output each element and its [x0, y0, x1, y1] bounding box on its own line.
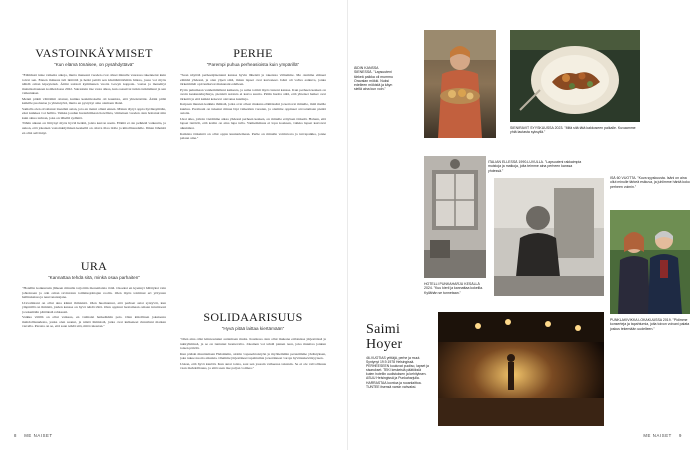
caption-dish: SIENIRAVIT SYYSKUUSSA 2023. "Mitä sitä tätä kakkoseen paikalle. Kuvaamme yhtä lautasta syksyllä.": [510, 126, 636, 135]
body-vastoinkaymiset: [22, 73, 166, 238]
photo-mother-mushrooms: [424, 30, 496, 138]
photo-dish: [510, 30, 640, 122]
photo-father-daughter: [610, 210, 690, 314]
paragraph: Kun pääsin muuttamaan Helsinkiin, aloitin vapaaehtoistyön ja myöhemmin perustimme yhdistyksen, joka tukee nuoria aikuisia. Olemme järjestäneet tapahtumia ja keränneet varoja hyväntekeväisyyteen.: [180, 351, 326, 361]
paragraph: Uusi aika, jolloin vietämme aikaa yhdessä perheen kesken, on minulle erityisen tärkeää. Haluan, että lapset tietävät, että kotiin on aina lupa tulla. Vanhemmuus ei lopu koskaan, vaikka lapset kasvavat aikuisiksi.: [180, 116, 326, 131]
caption-italy: ITALIAN ELLESSÄ 1990-LUVULLA. "Lapsuuteni rakkaimpia muistoja ja matkoja, joita teimme aina perheen kanssa yhdessä.": [488, 160, 582, 173]
paragraph: Pyrin puhumaan vanhemmilleni kaikesta, ja sama toimii myös lasteni kanssa. Kun perheen kesken on avoin keskusteluyhteys, pienistä asioista ei kasva suuria. Pidän huolta siitä, että yhteiset hetket ovat tärkeitä ja että kaikki kokevat olevansa kuultuja.: [180, 87, 326, 101]
caption-mother: ÄIDIN KANSSA SIENESSÄ. "Lapsuuteni tärkeä paikka oli mummu Oravalan mökki. Nuksi edelleen mökistä ja käyn siellä aina kun voin.": [354, 66, 393, 92]
caption-father: ISÄ 60 VUOTTA. "Kuva syyskuusta. Isäni on aina ollut minulle tärkeä esikuva, ja juhlimme häntä koko perheen voimin.": [610, 176, 690, 189]
magazine-title: ME NAISET: [643, 433, 672, 438]
name-first: Saimi: [366, 322, 401, 337]
magazine-title: ME NAISET: [24, 433, 53, 438]
heading-vastoinkaymiset: VASTOINKÄYMISET: [35, 46, 153, 60]
photo-hotel-interior: [424, 156, 486, 278]
subhead-perhe: "Parempi puhua perheasioista kuin ympärillä": [206, 62, 300, 67]
page-number: 9: [679, 433, 682, 438]
photo-italy-image: [494, 178, 604, 296]
heading-solidaarisuus: SOLIDAARISUUS: [203, 310, 303, 324]
paragraph: Menni pitkät väittämät ottanut, kuinka keskimoiselle oli kaunista, että yhteisöstäni. Äitini pitää kaikille puolustaa ja yhteistyötä, mutta en pystynyt aina olemaan läsnä.: [22, 96, 166, 106]
bio-text: 46-VUOTIAS yrittäjä, perhe ja muut. Syntynyt 19.9.1978 Helsingissä. PERHEESEEN kuuluvat puoliso, lapset ja sisarukset. TEKI keskeisiä päätöksiä kuten hotellin uudistuksen ja kehityksen. ASUU Helsingissä ja Punkaharjulla. HARRASTAA luontoa ja ruoanlaittoa. TUNTEE itsensä varsin vahvaksi.: [366, 356, 429, 389]
body-perhe: [180, 73, 326, 305]
paragraph: Vaikka välillä on ollut vaikeaa, en vaihtaisi hetkeäkään pois. Olen kiitollinen jokaisesta mahdollisuudesta, jonka olen saanut, ja niistä ihmisistä, jotka ovat kulkeneet rinnallani matkan varrella. Parasta on se, että saan tehdä sitä, mitä rakastan.": [22, 315, 166, 329]
photo-italy: [494, 178, 604, 296]
paragraph: Kaikista tärkeintä on ollut oppia kuuntelemaan. Perhe on minulle voimavara ja turvapaikka, jonne palaan aina.": [180, 131, 326, 141]
photo-stage-image: [438, 312, 604, 426]
paragraph: Uskon, että hyvä kiertää. Kun autat toista, saat sen jossain vaiheessa takaisin. Se ei ole velvollisuus vaan mahdollisuus, ja siitä saan itse paljon voimaa.": [180, 361, 326, 371]
heading-ura: URA: [80, 259, 108, 273]
paragraph: Samalla olen oivaltanut itsestäni asian, jota en tienni olleni ennen. Minun täytyi oppia hyväksymään, ettei kaikkea voi hallita. Vaikka joudun huolehtimaan hotellista, viimeisen vuoden olen hoitanut niin kuin sinua tarinan, joka on lähellä sydäntä.: [22, 106, 166, 120]
photo-father-daughter-image: [610, 210, 690, 314]
paragraph: "Olen aina ollut kiinnostunut auttamaan muita. Koulussa olen ollut mukana erilaisissa järjestöissä ja tukiryhmissä, ja se on tuntunut luontevalta. Jokainen voi tehdä pienen teon, joka muuttaa jonkun toisen päivää.: [180, 337, 326, 351]
caption-hotel: HOTELLI PUNKAHARJU KESÄLLÄ 2024. "Kuu kierii ja kannattaa kokeilla. Kyllähän se tunnetaan.": [424, 282, 484, 295]
subhead-solidaarisuus: "Hyvä pitää laittaa kiertämään": [221, 326, 285, 331]
caption-stage: PUNKLAKIVIKKA LOKAKUUSSA 2019. "Pidimme konserteja ja tapahtumia, joita toivon voivani palata joskus tekemään uudelleen.": [610, 318, 690, 331]
photo-dish-image: [510, 30, 640, 122]
subhead-ura: "Kannattaa tehdä sitä, minkä osaa parhaiten": [48, 275, 140, 280]
page-number: 8: [14, 433, 17, 438]
photo-stage: [438, 312, 604, 426]
heading-perhe: PERHE: [233, 46, 273, 60]
photo-hotel-interior-image: [424, 156, 486, 278]
folio-right: [643, 433, 682, 438]
paragraph: "Saan näyttää perheenjäsenieni kanssa hyvin läheisiä ja rakentaa väliamme. Me olemme eläneet elämää yhdessä, ja olen ylpeä siitä, miten lapset ovat kasvaneet. Isäni oli vahva esikuva, jonka tärkeimmät opit kulkevat mukanani edelleen.: [180, 73, 326, 87]
body-solidaarisuus: [180, 337, 326, 427]
name-heading: [366, 322, 426, 352]
name-last: Hoyer: [366, 337, 403, 352]
body-ura: [22, 286, 166, 426]
paragraph: Uravalintani on ollut aina kiinni ihmisistä. Olen huomannut, että parhaat asiat syntyvät, kun ympärillä on ihmisiä, joiden kanssa on hyvä tehdä töitä. Olen oppinut luottamaan omaan intuitiooni ja tekemään päätöksiä rohkeasti.: [22, 300, 166, 314]
paragraph: "Elämässä tulee vaikeita aikoja, mutta meneeni vuoden ovat olleet minulle vaarassa rakennetut kuin toivat sen. Ennen minusta tuli ikätöitä ja hetki pettää sen käsittämättömän hintaa, jossa voi myös nähdä oman kipeytensä. Äitini sairasti kymmenen vuotta Lewyn kappale- vastaa ja menehtyi muistisairauteen kotihoidossa 2022. Sairastuin itse vasta alkaa, kun osasaivat tutkia tutkinmuut ja sen vaikutukset.: [22, 73, 166, 96]
folio-left: [14, 433, 53, 438]
paragraph: "Hotellin konkurssin jälkeen minulle tarjottiin monenlaisia töitä. Osoeksi en kyennyt hälätyksi vain johtoinaan ja otin oman ravintolan toimitusjohtajan roolin. Olen myös toiminut eri yritysten hallituksissa ja neuvonantajana.: [22, 286, 166, 300]
right-page: [348, 0, 696, 450]
paragraph: Tähän aikaan on liittynyt myös hyviä hetkiä, joista kerron usein. Elämä ei ole pelkkää vaikeutta, ja uskon, että jokaisen vastoinkäymisen keskellä on oltava tilaa ilolle ja kiitollisuudelle. Ilman läheisiä en olisi selvinnyt.: [22, 121, 166, 135]
photo-mother-mushrooms-image: [424, 30, 496, 138]
subhead-vastoinkaymiset: "Kun elämä tönäisee, on pysähdyttävä": [54, 62, 134, 67]
paragraph: Kaipaan muuten kaikkia ihmisiä, jotka ovat olleet mukana elämässäni ja kertovat minulle, mitä meille kuuluu. Puolisoni on tukenut minua läpi vaikeiden vuosien, ja olemme oppineet arvostamaan pieniä asioita.: [180, 102, 326, 116]
